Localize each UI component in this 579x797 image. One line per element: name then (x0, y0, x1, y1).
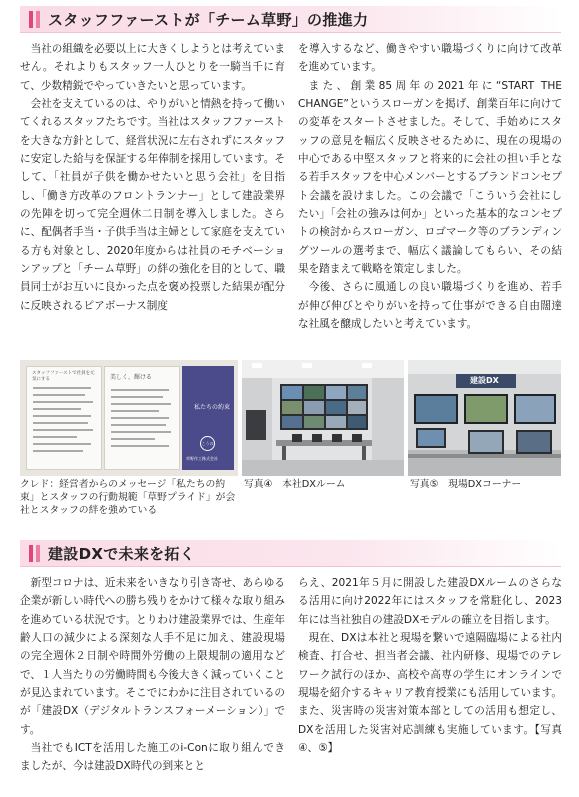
company-logo-icon: こうの (200, 436, 215, 451)
dx-room-photo (242, 360, 404, 476)
section-header-staff-first (20, 6, 561, 33)
paragraph: らえ、2021年５月に開設した建設DXルームのさらなる活用に向け2022年にはスタッフを常駐化し、2023年には当社独自の建設DXモデルの確立を目指します。 (298, 577, 562, 626)
booklet-page-title: 美しく、輝ける (110, 374, 152, 381)
paragraph: 当社の組織を必要以上に大きくしようとは考えていません。それよりもスタッフ一人ひとりを一騎当千に育て、少数精鋭でやっていきたいと思っています。 (20, 43, 285, 92)
section-title: 建設DXで未来を拓く (48, 544, 196, 563)
booklet-cover-company: 草野作工株式会社 (186, 456, 218, 461)
section1-right-column (298, 40, 562, 334)
site-dx-corner-photo (408, 360, 561, 476)
section2-right-column (298, 574, 562, 757)
section2-left-column (20, 574, 285, 776)
header-bars-icon (29, 545, 40, 562)
section-title: スタッフファーストが「チーム草野」の推進力 (48, 10, 369, 29)
caption-dx-room: 写真④ 本社DXルーム (244, 479, 346, 490)
paragraph: 会社を支えているのは、やりがいと情熱を持って働いてくれるスタッフたちです。当社はスタッフファーストを大きな方針として、経営状況に左右されずにスタッフに安定した給与を保証する年俸制を採用しています。そして、「社員が子供を働かせたいと思う会社」を目指し、「働き方改革のフロントランナー」として建設業界の先陣を切って完全週休二日制を導入しました。さらに、配偶者手当・子供手当は主婦として家庭を支えている方も対象とし、2020年度からは社員のモチベーションアップと「チーム草野」の絆の強化を目的として、職員同士がお互いに良かった点を褒め投票した結果が配分に反映されるピアボーナス制度 (20, 98, 285, 312)
paragraph: 新型コロナは、近未来をいきなり引き寄せ、あらゆる企業が新しい時代への勝ち残りをかけて様々な取り組みを進めている状況です。とりわけ建設業界では、生産年齢人口の減少による深刻な人手不足に加え、建設現場の完全週休２日制や時間外労働の上限規制の適用などで、１人当たりの労働時間も今後大きく減っていくことが見込まれています。そこでにわかに注目されているのが「建設DX（デジタルトランスフォーメーション）」です。 (20, 577, 285, 736)
paragraph: 現在、DXは本社と現場を繋いで遠隔臨場による社内検査、打合せ、担当者会議、社内研修、現場でのテレワーク試行のほか、高校や高専の学生にオンラインで現場を紹介するキャリア教育授業にも活用しています。また、災害時の災害対策本部としての活用も想定し、DXを活用した災害対応訓練も実施しています。【写真④、⑤】 (298, 632, 562, 755)
paragraph: 当社でもICTを活用した施工のi-Conに取り組んできましたが、今は建設DX時代の到来とと (20, 742, 285, 773)
booklet-page-title: スタッフファーストで社員を元気にする (32, 371, 95, 382)
booklet-cover (182, 366, 234, 470)
header-bars-icon (29, 11, 40, 28)
credo-booklet-photo (20, 360, 238, 476)
dx-sign: 建設DX (470, 376, 499, 385)
caption-dx-corner: 写真⑤ 現場DXコーナー (410, 479, 522, 490)
section-header-construction-dx (20, 540, 561, 567)
booklet-page-left (26, 366, 102, 470)
booklet-page-right (104, 366, 180, 470)
paragraph: また、創業85周年の2021年に“START THE CHANGE”というスローガンを掲げ、創業百年に向けての変革をスタートさせました。そして、手始めにスタッフの意見を幅広く反映させるために、現在の現場の中心である中堅スタッフと将来的に会社の担い手となる若手スタッフを中心メンバーとするブランドコンセプト会議を設けました。この会議で「こういう会社にしたい」「会社の強みは何か」といった基本的なコンセプトの検討からスローガン、ロゴマーク等のブランディングツールの選考まで、幅広く議論してもらい、その結果を踏まえて戦略を策定しました。 (298, 79, 562, 276)
section1-left-column (20, 40, 285, 315)
paragraph: を導入するなど、働きやすい職場づくりに向けて改革を進めています。 (298, 43, 562, 74)
paragraph: 今後、さらに風通しの良い職場づくりを進め、若手が伸び伸びとやりがいを持って仕事ができる自由闊達な社風を醸成したいと考えています。 (298, 281, 562, 331)
booklet-cover-title: 私たちの約束 (194, 404, 231, 411)
caption-credo: クレド：経営者からのメッセージ「私たちの約束」とスタッフの行動規範「草野プライド」が会社とスタッフの絆を強めている (20, 479, 236, 516)
